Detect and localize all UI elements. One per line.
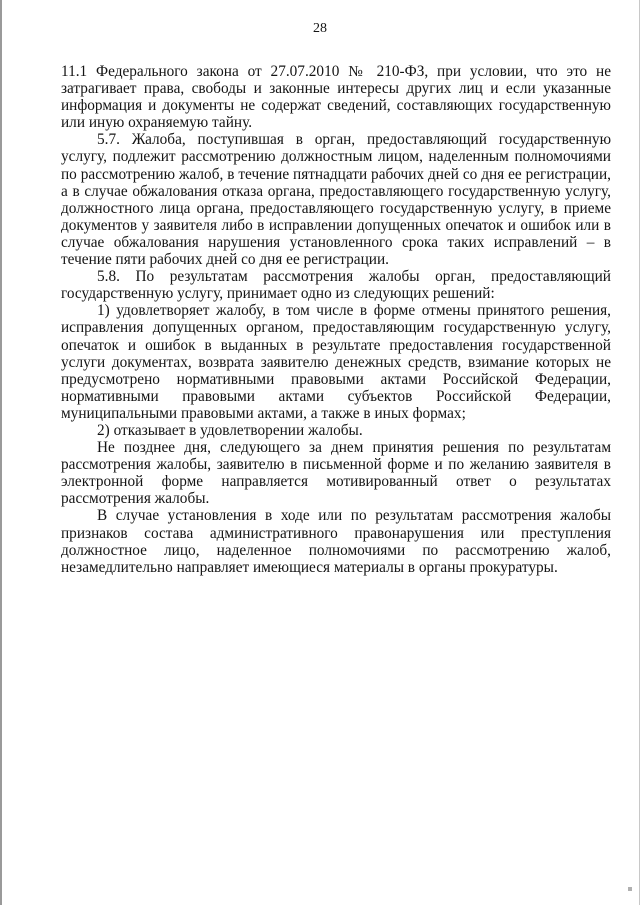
page-number: 28 [313,21,327,36]
list-item-2: 2) отказывает в удовлетворении жалобы. [97,421,363,439]
paragraph-response-deadline: Не позднее дня, следующего за днем принятия решения по результатам рассмотрения жалобы, заявителю в письменной форме и по желанию заявителя в электронной форме направляется мотивированный ответ о результатах рассмотрения жалобы. [61,439,611,508]
paragraph-prosecution-referral: В случае установления в ходе или по результатам рассмотрения жалобы признаков состава административного правонарушения или преступления должностное лицо, наделенное полномочиями по рассмотрению жалоб, незамедлительно направляет имеющиеся материалы в органы прокуратуры. [61,507,611,576]
paragraph-continuation-11-1: 11.1 Федерального закона от 27.07.2010 № 210-ФЗ, при условии, что это не затрагивает права, свободы и законные интересы других лиц и если указанные информация и документы не содержат сведений, составляющих государственную или иную охраняемую тайну. [61,63,611,132]
scan-speck [628,887,632,891]
scan-edge-left [0,0,2,905]
paragraph-5-7: 5.7. Жалоба, поступившая в орган, предоставляющий государственную услугу, подлежит рассмотрению должностным лицом, наделенным полномочиями по рассмотрению жалоб, в течение пятнадцати рабочих дней со дня ее регистрации, а в случае обжалования отказа органа, предоставляющего государственную услугу, должностного лица органа, предоставляющего государственную услугу, в приеме документов у заявителя либо в исправлении допущенных опечаток и ошибок или в случае обжалования нарушения установленного срока таких исправлений – в течение пяти рабочих дней со дня ее регистрации. [61,131,611,269]
document-body [61,63,611,576]
list-item-1: 1) удовлетворяет жалобу, в том числе в форме отмены принятого решения, исправления допущенных органом, предоставляющим государственную услугу, опечаток и ошибок в выданных в результате предоставления государственной услуги документах, возврата заявителю денежных средств, взимание которых не предусмотрено нормативными правовыми актами Российской Федерации, нормативными правовыми актами субъектов Российской Федерации, муниципальными правовыми актами, а также в иных формах; [61,302,611,422]
paragraph-5-8: 5.8. По результатам рассмотрения жалобы орган, предоставляющий государственную услугу, принимает одно из следующих решений: [61,268,611,303]
